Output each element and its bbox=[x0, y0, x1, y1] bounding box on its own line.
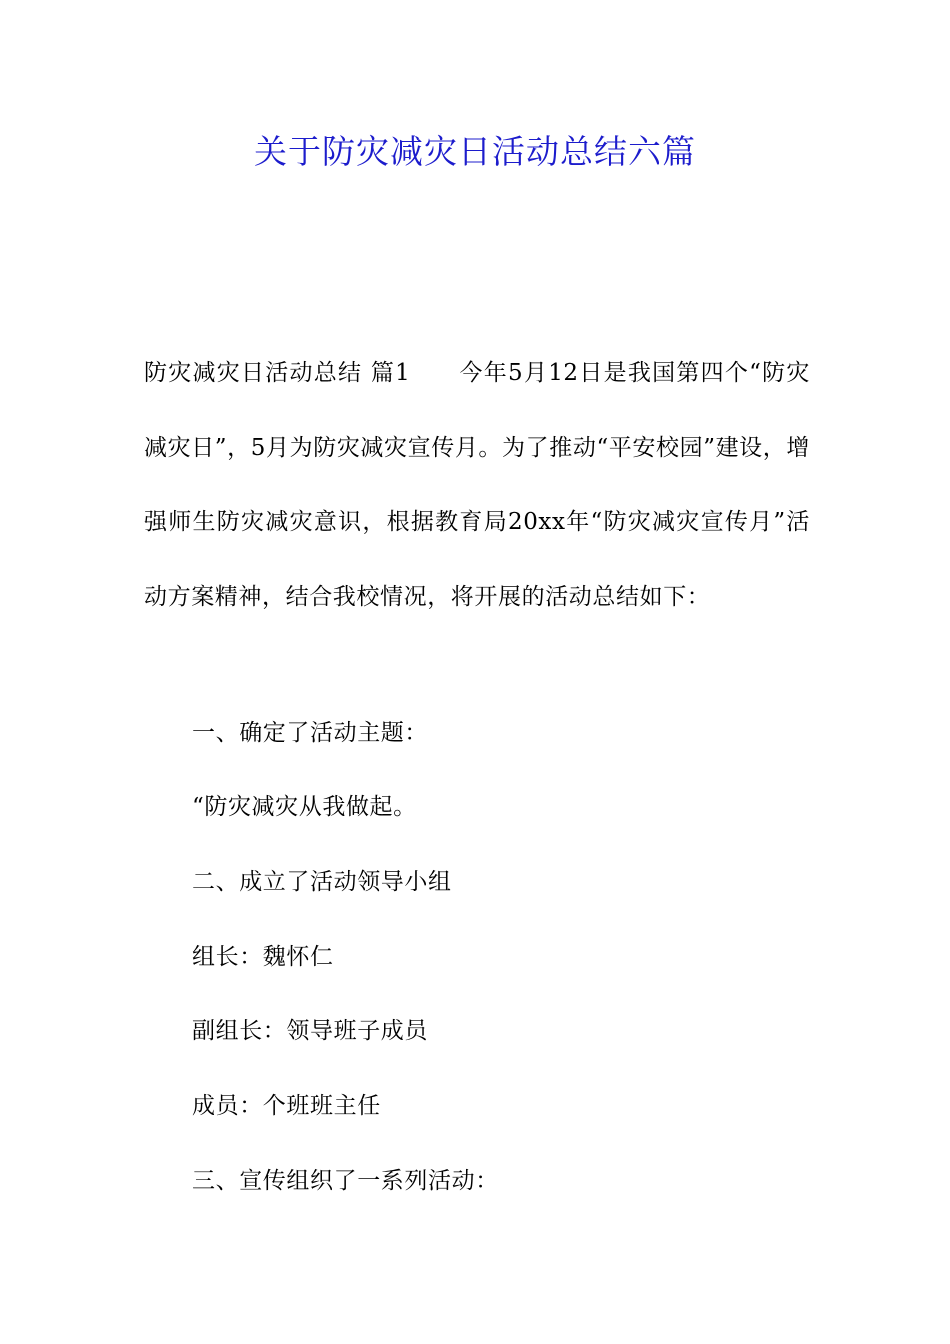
leader-line: 组长：魏怀仁 bbox=[192, 944, 334, 970]
deputy-leader-line: 副组长：领导班子成员 bbox=[192, 1018, 428, 1044]
section-heading-theme: 一、确定了活动主题： bbox=[192, 720, 428, 746]
members-line: 成员：个班班主任 bbox=[192, 1093, 381, 1119]
section-heading-activities: 三、宣传组织了一系列活动： bbox=[192, 1168, 499, 1194]
section-heading-leadership: 二、成立了活动领导小组 bbox=[192, 869, 452, 895]
theme-text: “防灾减灾从我做起。 bbox=[192, 794, 417, 820]
intro-paragraph: 防灾减灾日活动总结 篇1 今年5月12日是我国第四个“防灾减灾日”，5月为防灾减灾宣传月。为了推动“平安校园”建设，增强师生防灾减灾意识，根据教育局20xx年“防灾减灾宣传月”活动方案精神，结合我校情况，将开展的活动总结如下： bbox=[144, 360, 810, 610]
document-title: 关于防灾减灾日活动总结六篇 bbox=[254, 132, 696, 171]
